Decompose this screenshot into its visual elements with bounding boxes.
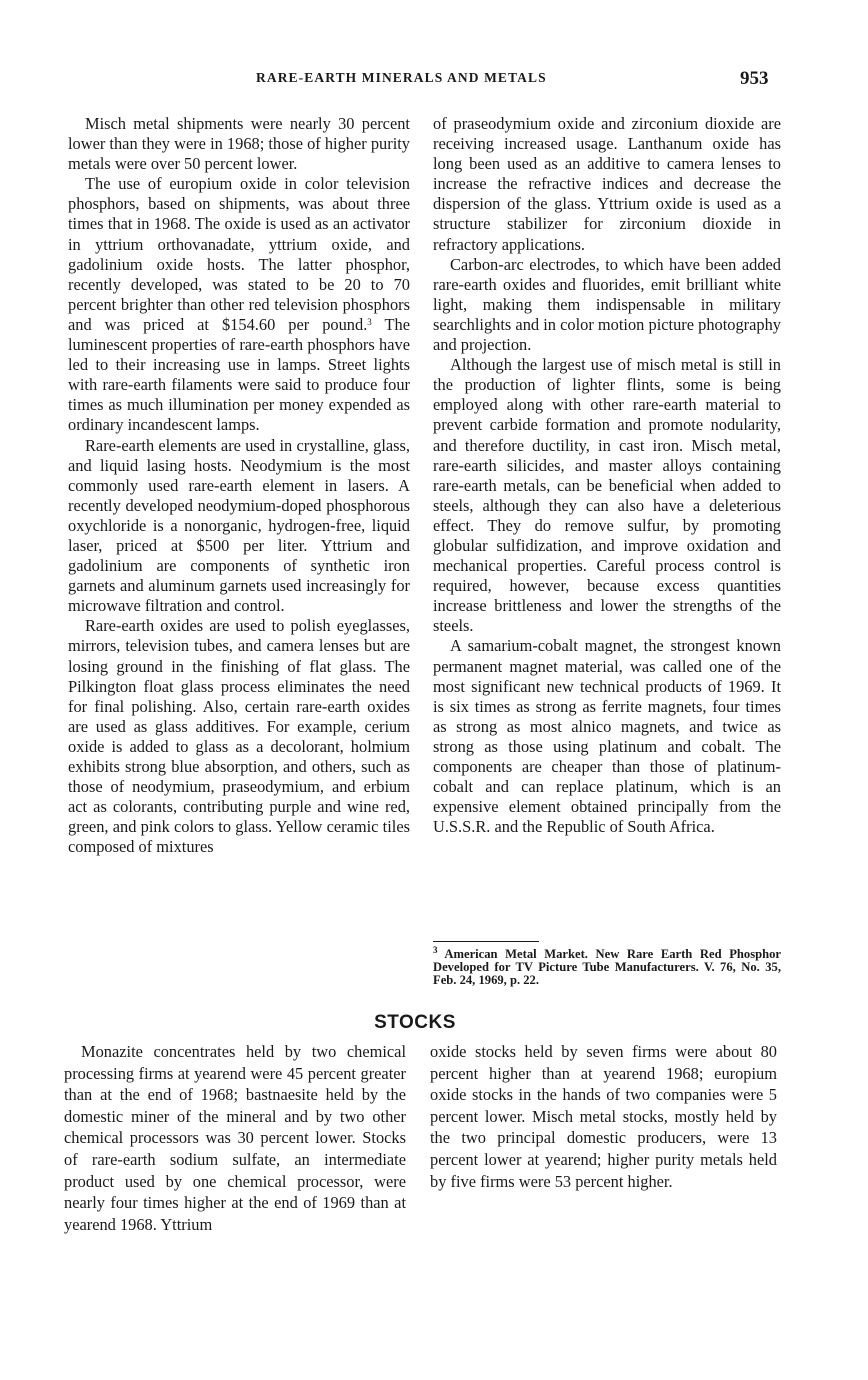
running-title: RARE-EARTH MINERALS AND METALS xyxy=(256,70,547,85)
paragraph xyxy=(68,174,410,435)
footnote-text xyxy=(433,945,781,988)
paragraph: oxide stocks held by seven firms were about 80 percent higher than at yearend 1968; europium oxide stocks in the hands of two companies were 5 percent lower. Misch metal stocks, mostly held by the two principal domestic producers, were 13 percent lower at yearend; higher purity metals held by five firms were 53 percent higher. xyxy=(430,1042,777,1191)
paragraph: Carbon-arc electrodes, to which have been added rare-earth oxides and fluorides, emit brilliant white light, making them indispensable in military searchlights and in color motion picture photography and projection. xyxy=(433,254,781,355)
paragraph: Although the largest use of misch metal is still in the production of lighter flints, some is being employed along with other rare-earth material to prevent carbide formation and promote nodularity, and therefore ductility, in cast iron. Misch metal, rare-earth silicides, and master alloys containing rare-earth metals, can be beneficial when added to steels, although they can also have a deleterious effect. They do remove sulfur, by promoting globular sulfidization, and improve oxidation and mechanical properties. Careful process control is required, however, because excess quantities increase brittleness and lower the strengths of the steels. xyxy=(433,355,781,636)
page-number: 953 xyxy=(740,68,769,89)
paragraph-text: The use of europium oxide in color television phosphors, based on shipments, was about three times that in 1968. The oxide is used as an activator in yttrium orthovanadate, yttrium oxide, and gadolinium oxide hosts. The latter phosphor, recently developed, was stated to be 20 to 70 percent brighter than other red television phosphors and was priced at $154.60 per pound. xyxy=(68,174,410,334)
left-column-top xyxy=(68,114,410,857)
footnote xyxy=(433,945,781,988)
paragraph: A samarium-cobalt magnet, the strongest known permanent magnet material, was called one of the most significant new technical products of 1969. It is six times as strong as ferrite magnets, four times as strong as most alnico magnets, and twice as strong as those using platinum and cobalt. The components are cheaper than those of platinum-cobalt and can replace platinum, which is an expensive element obtained principally from the U.S.S.R. and the Republic of South Africa. xyxy=(433,636,781,837)
right-column-top xyxy=(433,114,781,837)
right-column-bottom xyxy=(430,1041,777,1192)
footnote-reference: 3 xyxy=(367,316,372,327)
paragraph: Misch metal shipments were nearly 30 percent lower than they were in 1968; those of higher purity metals were over 50 percent lower. xyxy=(68,114,410,174)
paragraph: of praseodymium oxide and zirconium dioxide are receiving increased usage. Lanthanum oxide has long been used as an additive to camera lenses to increase the refractive indices and decrease the dispersion of the glass. Yttrium oxide is used as a structure stabilizer for zirconium dioxide in refractory applications. xyxy=(433,114,781,254)
footnote-body: American Metal Market. New Rare Earth Red Phosphor Developed for TV Picture Tube Manufacturers. V. 76, No. 35, Feb. 24, 1969, p. 22. xyxy=(433,947,781,988)
footnote-marker: 3 xyxy=(433,945,438,955)
paragraph-text: The luminescent properties of rare-earth phosphors have led to their increasing use in lamps. Street lights with rare-earth filaments were said to produce four times as much illumination per money expended as ordinary incandescent lamps. xyxy=(68,314,410,435)
section-heading-stocks: STOCKS xyxy=(374,1012,456,1033)
left-column-bottom xyxy=(64,1041,406,1235)
paragraph: Monazite concentrates held by two chemical processing firms at yearend were 45 percent greater than at the end of 1968; bastnaesite held by the domestic miner of the mineral and by two other chemical processors was 30 percent lower. Stocks of rare-earth sodium sulfate, an intermediate product used by one chemical processor, were nearly four times higher at the end of 1969 than at yearend 1968. Yttrium xyxy=(64,1042,406,1234)
footnote-divider xyxy=(433,941,539,942)
paragraph: Rare-earth elements are used in crystalline, glass, and liquid lasing hosts. Neodymium is the most commonly used rare-earth element in lasers. A recently developed neodymium-doped phosphorous oxychloride is a nonorganic, hydrogen-free, liquid laser, priced at $500 per liter. Yttrium and gadolinium are components of synthetic iron garnets and aluminum garnets used increasingly for microwave filtration and control. xyxy=(68,435,410,616)
paragraph: Rare-earth oxides are used to polish eyeglasses, mirrors, television tubes, and camera lenses but are losing ground in the finishing of flat glass. The Pilkington float glass process eliminates the need for final polishing. Also, certain rare-earth oxides are used as glass additives. For example, cerium oxide is added to glass as a decolorant, holmium exhibits strong blue absorption, and others, such as those of neodymium, praseodymium, and erbium act as colorants, contributing purple and wine red, green, and pink colors to glass. Yellow ceramic tiles composed of mixtures xyxy=(68,616,410,857)
